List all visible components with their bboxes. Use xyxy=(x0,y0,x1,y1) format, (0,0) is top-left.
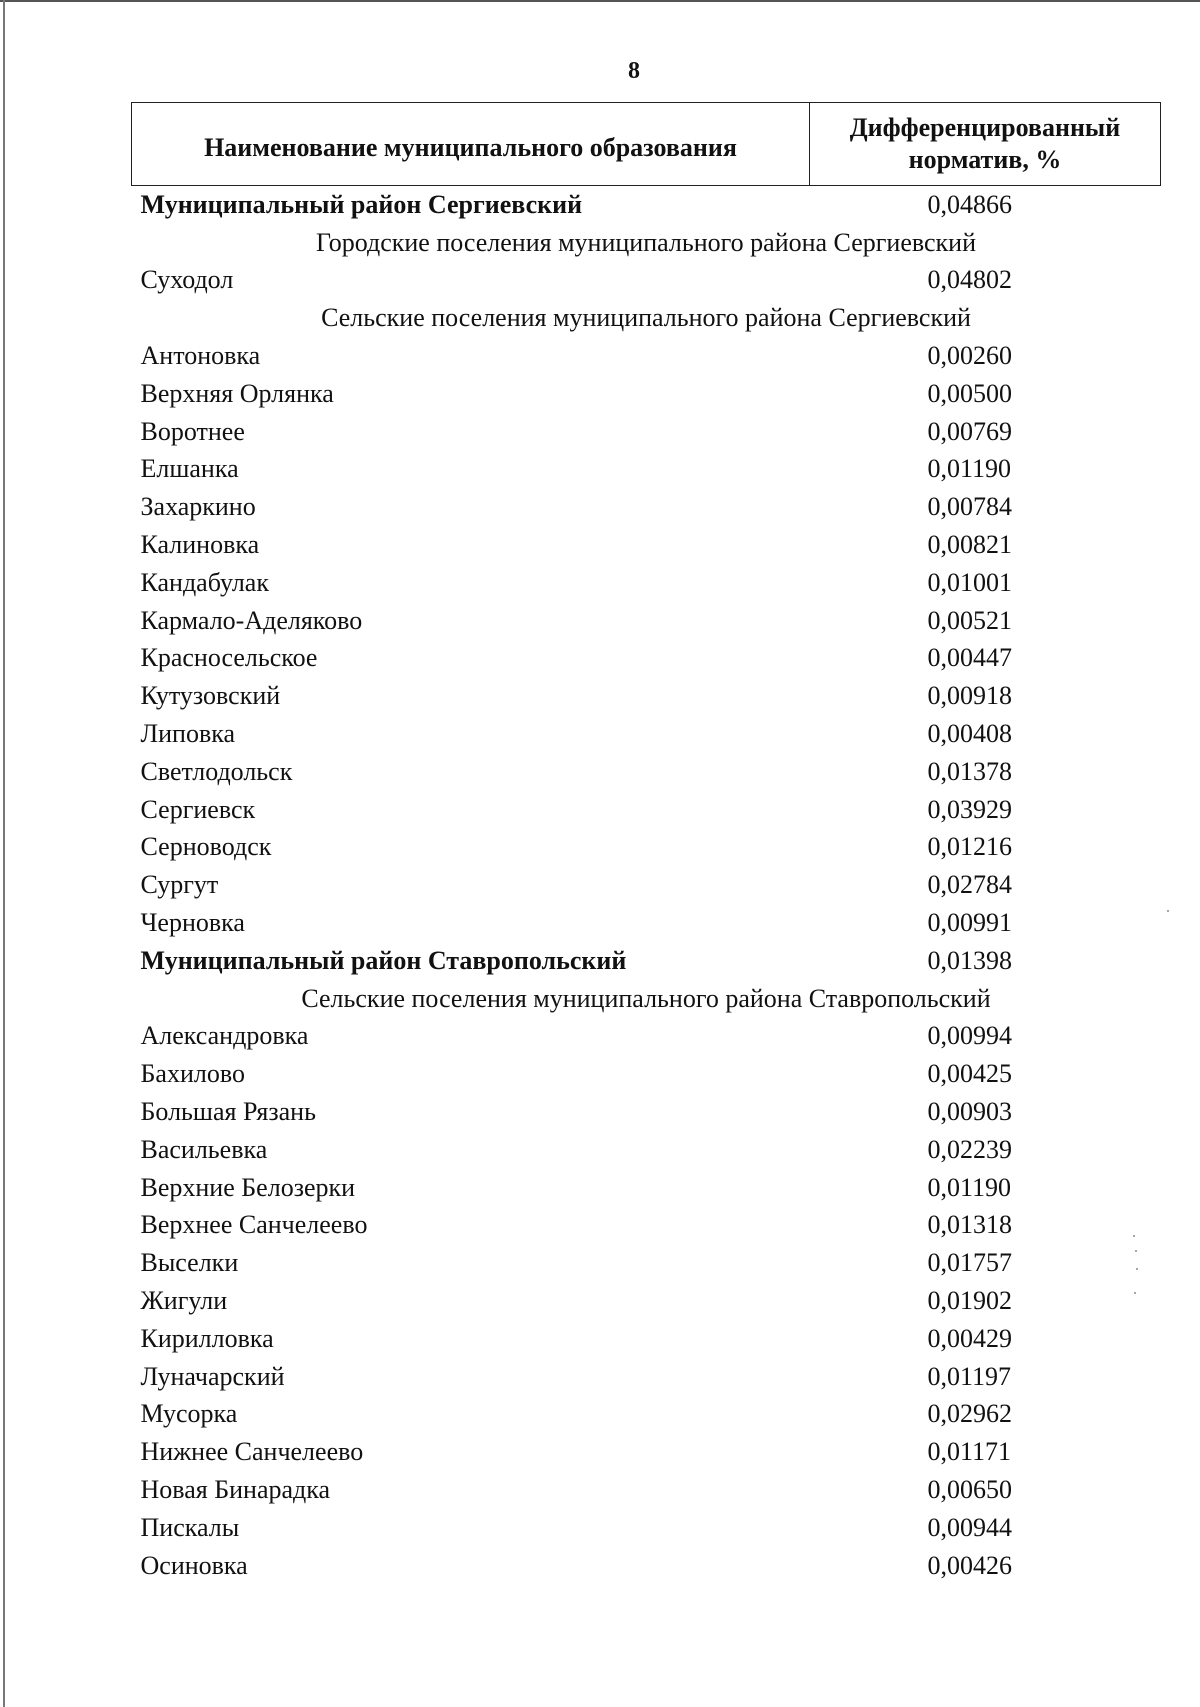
district-row xyxy=(132,942,1161,980)
normative-value: 0,01902 xyxy=(927,1286,1012,1315)
normative-value: 0,01757 xyxy=(927,1248,1012,1278)
table-row xyxy=(132,526,1161,564)
normative-value: 0,00429 xyxy=(927,1323,1012,1353)
normative-value: 0,00447 xyxy=(927,643,1012,673)
scan-edge-left xyxy=(3,0,5,1707)
scan-edge-top xyxy=(0,0,1200,2)
settlement-name: Сергиевск xyxy=(140,794,256,824)
district-row xyxy=(132,186,1161,224)
settlement-name: Жигули xyxy=(140,1286,228,1315)
normative-value: 0,01190 xyxy=(927,454,1012,484)
normative-value: 0,00991 xyxy=(927,908,1012,938)
normative-value: 0,00918 xyxy=(927,681,1012,711)
settlement-name: Луначарский xyxy=(140,1361,285,1391)
page-number: 8 xyxy=(628,58,640,84)
normative-value: 0,01001 xyxy=(927,567,1012,597)
table-body xyxy=(132,186,1161,1585)
section-subheader-label: Сельские поселения муниципального района Сергиевский xyxy=(321,303,971,333)
normative-value: 0,04866 xyxy=(927,189,1012,219)
normative-value: 0,00650 xyxy=(927,1474,1012,1504)
normative-value: 0,01378 xyxy=(927,756,1012,786)
scan-speck xyxy=(1133,1235,1135,1237)
settlement-name: Захаркино xyxy=(140,492,256,522)
settlement-name: Верхняя Орлянка xyxy=(140,378,334,408)
table-row xyxy=(132,1547,1161,1585)
table-row xyxy=(132,1471,1161,1509)
settlement-name: Липовка xyxy=(140,719,236,749)
table-row xyxy=(132,262,1161,300)
settlement-name: Васильевка xyxy=(140,1134,268,1164)
table-row xyxy=(132,1282,1161,1320)
normative-value: 0,00821 xyxy=(927,530,1012,560)
table-row xyxy=(132,375,1161,413)
section-subheader-row xyxy=(132,980,1161,1018)
table-row xyxy=(132,791,1161,829)
normative-value: 0,00426 xyxy=(927,1550,1012,1580)
table-row xyxy=(132,829,1161,867)
table-row xyxy=(132,602,1161,640)
table-row xyxy=(132,1093,1161,1131)
settlement-name: Черновка xyxy=(140,908,245,938)
normative-value: 0,00994 xyxy=(927,1021,1012,1051)
settlement-name: Антоновка xyxy=(140,341,261,371)
settlement-name: Суходол xyxy=(140,265,234,295)
section-subheader-label: Сельские поселения муниципального района Ставропольский xyxy=(301,983,991,1013)
table-row xyxy=(132,451,1161,489)
table-row xyxy=(132,1396,1161,1434)
table-row xyxy=(132,904,1161,942)
settlement-name: Красносельское xyxy=(140,643,318,673)
settlement-name: Верхнее Санчелеево xyxy=(140,1210,368,1240)
normative-value: 0,00500 xyxy=(927,378,1012,408)
normative-value: 0,00521 xyxy=(927,605,1012,635)
table-row xyxy=(132,1509,1161,1547)
normatives-table xyxy=(131,102,1161,1584)
settlement-name: Мусорка xyxy=(140,1399,238,1429)
scan-speck xyxy=(1135,1250,1137,1252)
settlement-name: Осиновка xyxy=(140,1550,248,1580)
settlement-name: Верхние Белозерки xyxy=(140,1172,356,1202)
settlement-name: Кирилловка xyxy=(140,1323,274,1353)
normative-value: 0,00425 xyxy=(927,1059,1012,1089)
settlement-name: Кармало-Аделяково xyxy=(140,605,363,635)
settlement-name: Светлодольск xyxy=(140,756,293,786)
normative-value: 0,02239 xyxy=(927,1134,1012,1164)
table-row xyxy=(132,488,1161,526)
table-row xyxy=(132,1131,1161,1169)
settlement-name: Большая Рязань xyxy=(140,1097,316,1127)
settlement-name: Кутузовский xyxy=(140,681,281,711)
table-row xyxy=(132,1169,1161,1207)
normative-value: 0,01190 xyxy=(927,1172,1012,1202)
normative-value: 0,00944 xyxy=(927,1512,1012,1542)
scan-speck xyxy=(1167,910,1169,912)
table-row xyxy=(132,1244,1161,1282)
settlement-name: Александровка xyxy=(140,1021,309,1051)
section-subheader-label: Городские поселения муниципального района Сергиевский xyxy=(315,227,977,257)
section-subheader-row xyxy=(132,299,1161,337)
table-row xyxy=(132,413,1161,451)
table-row xyxy=(132,564,1161,602)
table-row xyxy=(132,1055,1161,1093)
normative-value: 0,02962 xyxy=(927,1399,1012,1429)
table-row xyxy=(132,337,1161,375)
table-row xyxy=(132,715,1161,753)
settlement-name: Сургут xyxy=(140,870,219,900)
settlement-name: Елшанка xyxy=(140,454,239,484)
settlement-name: Пискалы xyxy=(140,1512,240,1542)
table-row xyxy=(132,1320,1161,1358)
normative-value: 0,00408 xyxy=(927,719,1012,749)
normative-value: 0,00769 xyxy=(927,416,1012,446)
normative-value: 0,03929 xyxy=(927,794,1012,824)
normative-value: 0,01171 xyxy=(927,1437,1012,1467)
settlement-name: Кандабулак xyxy=(140,567,269,597)
table-row xyxy=(132,1433,1161,1471)
table-row xyxy=(132,1018,1161,1056)
settlement-name: Воротнее xyxy=(140,416,245,446)
district-name: Муниципальный район Ставропольский xyxy=(140,945,627,975)
normative-value: 0,04802 xyxy=(927,265,1012,295)
table-row xyxy=(132,640,1161,678)
normative-value: 0,00903 xyxy=(927,1097,1012,1127)
table-row xyxy=(132,1207,1161,1245)
table-row xyxy=(132,866,1161,904)
table-header-row xyxy=(132,103,1161,186)
settlement-name: Новая Бинарадка xyxy=(140,1474,331,1504)
scan-speck xyxy=(1136,1268,1138,1270)
section-subheader-row xyxy=(132,224,1161,262)
header-value-column: Дифференцированный норматив, % xyxy=(810,103,1161,186)
table-row xyxy=(132,753,1161,791)
normative-value: 0,01216 xyxy=(927,832,1012,862)
scan-speck xyxy=(1134,1292,1136,1294)
settlement-name: Калиновка xyxy=(140,530,260,560)
settlement-name: Нижнее Санчелеево xyxy=(140,1437,364,1467)
header-name-column: Наименование муниципального образования xyxy=(132,103,810,186)
table-row xyxy=(132,677,1161,715)
settlement-name: Серноводск xyxy=(140,832,272,862)
settlement-name: Бахилово xyxy=(140,1059,245,1089)
district-name: Муниципальный район Сергиевский xyxy=(140,189,583,219)
normative-value: 0,00784 xyxy=(927,492,1012,522)
normative-value: 0,01398 xyxy=(927,945,1012,975)
normative-value: 0,00260 xyxy=(927,341,1012,371)
normative-value: 0,01318 xyxy=(927,1210,1012,1240)
settlement-name: Выселки xyxy=(140,1248,239,1278)
table-row xyxy=(132,1358,1161,1396)
normative-value: 0,02784 xyxy=(927,870,1012,900)
normative-value: 0,01197 xyxy=(927,1361,1012,1391)
